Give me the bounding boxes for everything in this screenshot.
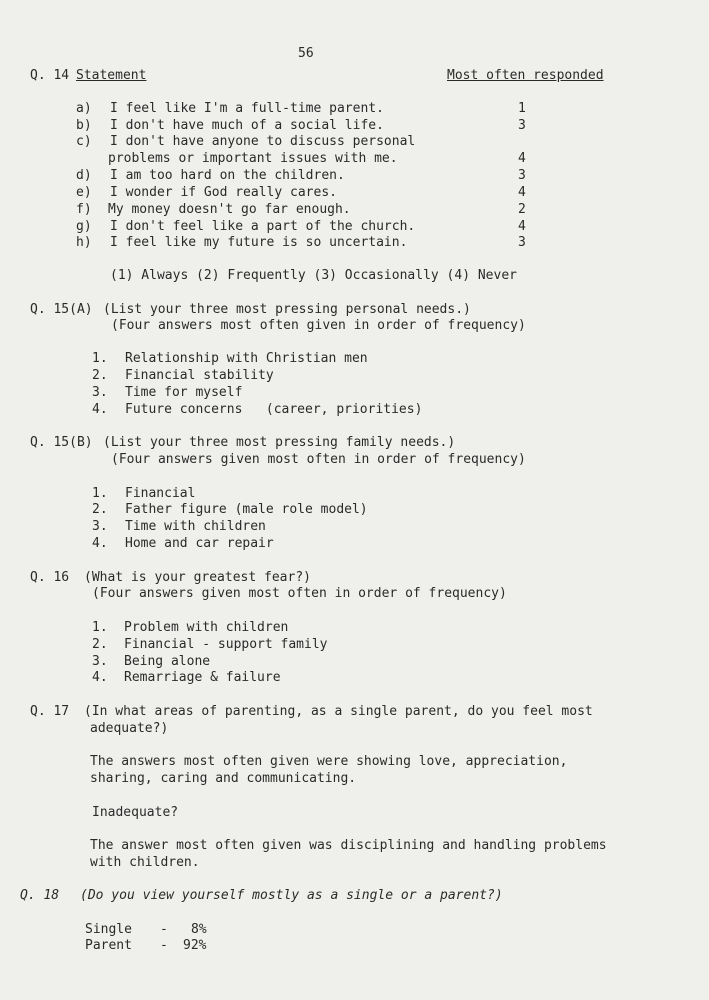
list-number: 1. xyxy=(92,351,108,366)
q14-item-letter: g) xyxy=(76,219,92,234)
q18-result-value: 8% xyxy=(191,922,207,937)
q14-scale-legend: (1) Always (2) Frequently (3) Occasionally (4) Never xyxy=(110,268,517,283)
q14-item-text: I am too hard on the children. xyxy=(110,168,345,183)
q14-statement-header: Statement xyxy=(76,68,147,83)
q14-item-letter: a) xyxy=(76,101,92,116)
q15a-answer: Future concerns (career, priorities) xyxy=(125,402,423,417)
q18-result-dash: - xyxy=(160,938,168,953)
q17-inadequate-heading: Inadequate? xyxy=(92,805,179,820)
q14-item-value: 3 xyxy=(518,168,526,183)
q14-item-letter: h) xyxy=(76,235,92,250)
q17-label: Q. 17 xyxy=(30,704,70,719)
q17-question-cont: adequate?) xyxy=(90,721,169,736)
q15b-answer: Time with children xyxy=(125,519,266,534)
q14-item-letter: c) xyxy=(76,134,92,149)
q14-item-text: I wonder if God really cares. xyxy=(110,185,337,200)
q17-answer-adequate: The answers most often given were showing love, appreciation, xyxy=(90,754,568,769)
q14-item-value: 4 xyxy=(518,219,526,234)
list-number: 1. xyxy=(92,620,108,635)
q14-item-value: 3 xyxy=(518,118,526,133)
q16-label: Q. 16 xyxy=(30,570,70,585)
q14-item-text: I feel like my future is so uncertain. xyxy=(110,235,408,250)
q16-answer: Problem with children xyxy=(124,620,289,635)
list-number: 4. xyxy=(92,402,108,417)
q16-question: (What is your greatest fear?) xyxy=(84,570,311,585)
q15a-answer: Time for myself xyxy=(125,385,243,400)
q16-answer: Remarriage & failure xyxy=(124,670,281,685)
q15a-answer: Relationship with Christian men xyxy=(125,351,368,366)
q14-item-text: I feel like I'm a full-time parent. xyxy=(110,101,384,116)
q15b-answer: Financial xyxy=(125,486,196,501)
q18-label: Q. 18 xyxy=(20,888,60,903)
q15b-answer: Father figure (male role model) xyxy=(125,502,368,517)
q18-result-label: Parent xyxy=(85,938,132,953)
q18-question: (Do you view yourself mostly as a single or a parent?) xyxy=(80,888,503,903)
q14-item-text: I don't have much of a social life. xyxy=(110,118,384,133)
q14-responded-header: Most often responded xyxy=(447,68,604,83)
q14-item-letter: d) xyxy=(76,168,92,183)
q14-item-text-cont: problems or important issues with me. xyxy=(108,151,398,166)
q14-item-text: My money doesn't go far enough. xyxy=(108,202,351,217)
q15b-answer: Home and car repair xyxy=(125,536,274,551)
q14-item-value: 1 xyxy=(518,101,526,116)
q15a-answer: Financial stability xyxy=(125,368,274,383)
list-number: 3. xyxy=(92,519,108,534)
list-number: 4. xyxy=(92,670,108,685)
q14-item-text: I don't feel like a part of the church. xyxy=(110,219,416,234)
q15a-question: (List your three most pressing personal needs.) xyxy=(103,302,471,317)
q16-subtitle: (Four answers given most often in order of frequency) xyxy=(92,586,507,601)
page-number: 56 xyxy=(298,46,314,61)
q17-question: (In what areas of parenting, as a single parent, do you feel most xyxy=(84,704,593,719)
q15b-question: (List your three most pressing family needs.) xyxy=(103,435,456,450)
q14-item-value: 4 xyxy=(518,151,526,166)
q18-result-dash: - xyxy=(160,922,168,937)
list-number: 2. xyxy=(92,368,108,383)
q15a-label: Q. 15(A) xyxy=(30,302,93,317)
q14-item-letter: e) xyxy=(76,185,92,200)
q17-answer-adequate-cont: sharing, caring and communicating. xyxy=(90,771,357,786)
q15b-label: Q. 15(B) xyxy=(30,435,93,450)
q14-item-letter: f) xyxy=(76,202,92,217)
q14-item-value: 2 xyxy=(518,202,526,217)
q14-item-letter: b) xyxy=(76,118,92,133)
q18-result-label: Single xyxy=(85,922,132,937)
q15b-subtitle: (Four answers given most often in order of frequency) xyxy=(111,452,526,467)
list-number: 2. xyxy=(92,637,108,652)
q16-answer: Being alone xyxy=(124,654,211,669)
list-number: 3. xyxy=(92,385,108,400)
list-number: 2. xyxy=(92,502,108,517)
q15a-subtitle: (Four answers most often given in order of frequency) xyxy=(111,318,526,333)
q14-item-text: I don't have anyone to discuss personal xyxy=(110,134,416,149)
q17-answer-inadequate-cont: with children. xyxy=(90,855,200,870)
list-number: 4. xyxy=(92,536,108,551)
q14-item-value: 4 xyxy=(518,185,526,200)
q14-label: Q. 14 xyxy=(30,68,70,83)
q18-result-value: 92% xyxy=(183,938,207,953)
q14-item-value: 3 xyxy=(518,235,526,250)
q17-answer-inadequate: The answer most often given was disciplining and handling problems xyxy=(90,838,607,853)
list-number: 3. xyxy=(92,654,108,669)
q16-answer: Financial - support family xyxy=(124,637,328,652)
list-number: 1. xyxy=(92,486,108,501)
